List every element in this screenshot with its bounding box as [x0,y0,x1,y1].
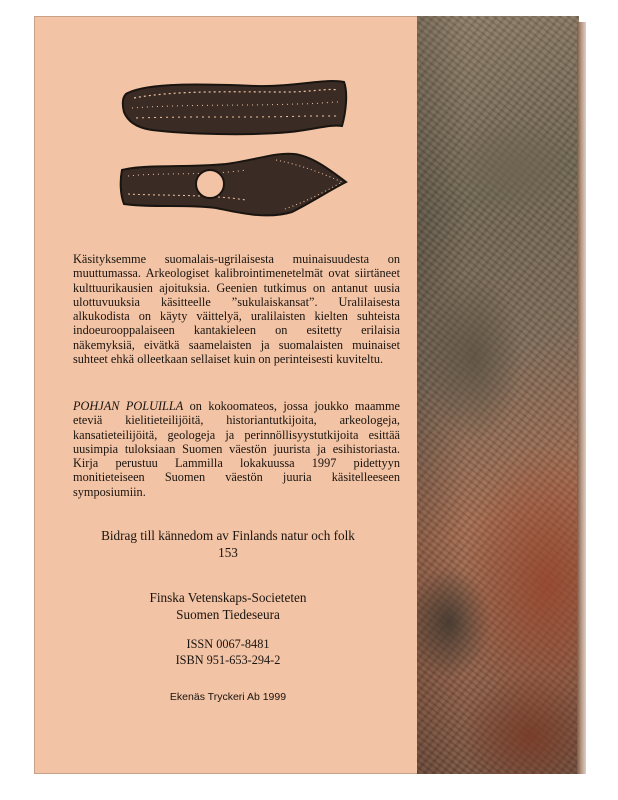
issn-number: ISSN 0067-8481 [186,637,270,651]
isbn-number: ISBN 951-653-294-2 [175,653,281,667]
description-paragraph: Käsityksemme suomalais-ugrilaisesta muinaisuudesta on muuttumassa. Arkeologiset kalibrointimenetelmät ovat siirtäneet kulttuurikausien ajoituksia. Geenien tutkimus on antanut uusia ulottuvuuksia käsitteelle ”sukulaiskansat”. Uralilaisesta alkukodista on käyty väittelyä, uralilaisten kielten suhteista indoeurooppalaiseen kantakieleen on esitetty erilaisia näkemyksiä, eivätkä saamelaisten ja suomalaisten muinaiset suhteet ehkä olleetkaan sellaiset kuin on perinteisesti kuviteltu. [73,252,400,367]
stone-axe-side-view-icon [116,72,350,146]
stone-axe-top-view-icon [116,150,350,222]
publisher-finnish: Suomen Tiedeseura [176,607,280,622]
book-summary-paragraph [73,399,400,499]
printer-credit: Ekenäs Tryckeri Ab 1999 [169,691,287,703]
series-number: 153 [218,545,238,560]
book-summary-text: on kokoomateos, jossa joukko maamme eteviä kielitieteilijöitä, historiantutkijoita, arkeologeja, kansatieteilijöitä, geologeja ja perinnöllisyystutkijoita esittää uusimpia tuloksiaan Suomen väestön juurista ja esihistoriasta. Kirja perustuu Lammilla lokakuussa 1997 pidettyyn monitieteiseen Suomen väestön juuria käsitelleeseen symposiumiin. [73,399,401,499]
rock-photograph [417,16,579,774]
book-title: POHJAN POLUILLA [73,399,184,413]
series-title: Bidrag till kännedom av Finlands natur och folk [101,528,355,543]
book-edge [577,22,586,774]
publisher-swedish: Finska Vetenskaps-Societeten [149,590,307,605]
